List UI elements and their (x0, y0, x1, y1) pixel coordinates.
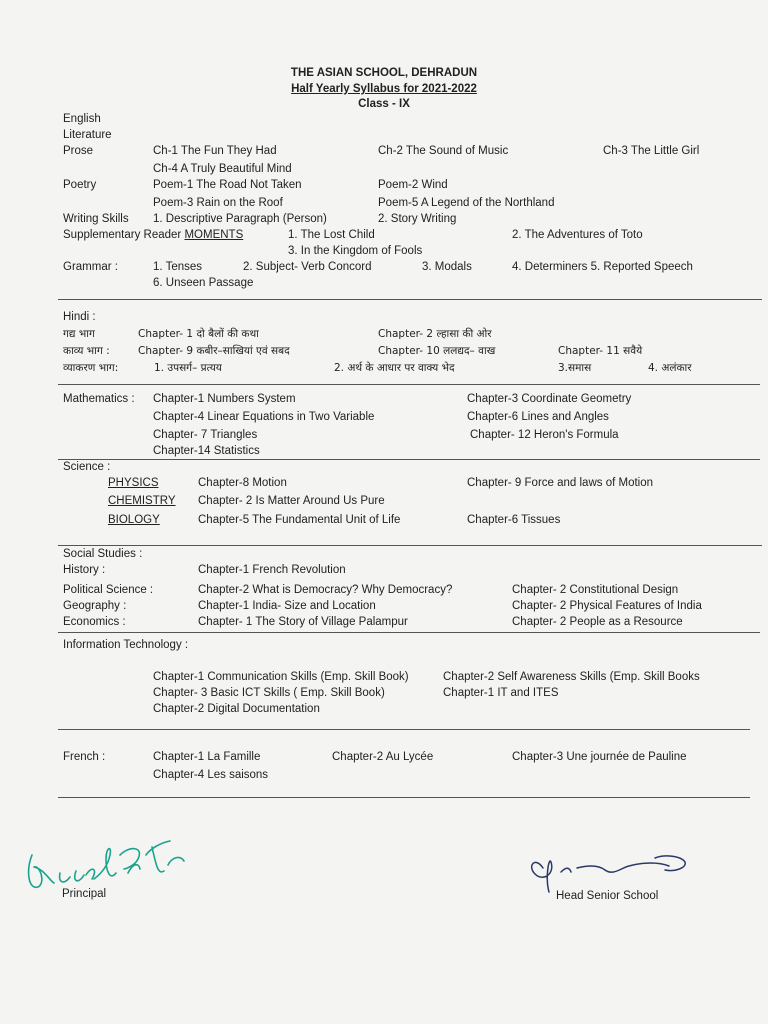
social-item: Chapter- 1 The Story of Village Palampur (198, 616, 408, 628)
supp-item: 3. In the Kingdom of Fools (288, 245, 423, 257)
syllabus-title: Half Yearly Syllabus for 2021-2022 (291, 83, 477, 95)
prose-item: Ch-1 The Fun They Had (153, 145, 277, 157)
divider (58, 729, 750, 730)
writing-label: Writing Skills (63, 213, 129, 225)
eco-label: Economics : (63, 616, 126, 628)
hindi-item: Chapter- 11 सवैये (558, 345, 643, 357)
chemistry-label: CHEMISTRY (108, 495, 176, 507)
hindi-item: 1. उपसर्ग– प्रत्यय (154, 362, 222, 374)
head-senior-label: Head Senior School (556, 890, 659, 902)
geo-label: Geography : (63, 600, 127, 612)
divider (58, 797, 750, 798)
supp-item: 1. The Lost Child (288, 229, 375, 241)
poetry-label: Poetry (63, 179, 97, 191)
school-name: THE ASIAN SCHOOL, DEHRADUN (290, 67, 478, 79)
maths-item: Chapter- 12 Heron's Formula (470, 429, 619, 441)
principal-label: Principal (62, 888, 107, 900)
social-item: Chapter- 2 People as a Resource (512, 616, 683, 628)
grammar-item: 2. Subject- Verb Concord (243, 261, 372, 273)
social-item: Chapter-1 India- Size and Location (198, 600, 376, 612)
hindi-item: Chapter- 2 ल्हासा की ओर (378, 328, 492, 340)
social-item: Chapter-2 What is Democracy? Why Democracy? (198, 584, 453, 596)
prose-item: Ch-3 The Little Girl (603, 145, 700, 157)
history-label: History : (63, 564, 106, 576)
prose-item: Ch-4 A Truly Beautiful Mind (153, 163, 292, 175)
supp-item: 2. The Adventures of Toto (512, 229, 643, 241)
english-heading: English (63, 113, 101, 125)
it-item: Chapter-2 Self Awareness Skills (Emp. Skill Books (443, 671, 700, 683)
maths-item: Chapter-6 Lines and Angles (467, 411, 609, 423)
poetry-item: Poem-1 The Road Not Taken (153, 179, 302, 191)
it-item: Chapter- 3 Basic ICT Skills ( Emp. Skill Book) (153, 687, 385, 699)
social-item: Chapter-1 French Revolution (198, 564, 346, 576)
grammar-item: 4. Determiners 5. Reported Speech (512, 261, 693, 273)
it-item: Chapter-1 Communication Skills (Emp. Skill Book) (153, 671, 409, 683)
french-item: Chapter-1 La Famille (153, 751, 261, 763)
it-item: Chapter-2 Digital Documentation (153, 703, 320, 715)
french-label: French : (63, 751, 106, 763)
hindi-item: Chapter- 9 कबीर–साखियां एवं सबद (138, 345, 290, 357)
hindi-kavya-label: काव्य भाग : (63, 345, 110, 357)
supplementary-reader-text: Supplementary Reader (63, 229, 182, 241)
french-item: Chapter-3 Une journée de Pauline (512, 751, 687, 763)
hindi-item: 4. अलंकार (648, 362, 692, 374)
poetry-item: Poem-2 Wind (378, 179, 448, 191)
literature-label: Literature (63, 129, 112, 141)
moments-book: MOMENTS (184, 229, 244, 241)
physics-label: PHYSICS (108, 477, 159, 489)
divider (58, 299, 762, 300)
maths-label: Mathematics : (63, 393, 135, 405)
poetry-item: Poem-5 A Legend of the Northland (378, 197, 555, 209)
it-item: Chapter-1 IT and ITES (443, 687, 559, 699)
class-label: Class - IX (358, 98, 410, 110)
maths-item: Chapter-4 Linear Equations in Two Variable (153, 411, 375, 423)
social-heading: Social Studies : (63, 548, 143, 560)
writing-item: 1. Descriptive Paragraph (Person) (153, 213, 327, 225)
science-item: Chapter- 2 Is Matter Around Us Pure (198, 495, 385, 507)
hindi-item: 3.समास (558, 362, 592, 374)
writing-item: 2. Story Writing (378, 213, 457, 225)
hindi-item: Chapter- 10 ललद्यद– वाख (378, 345, 496, 357)
it-heading: Information Technology : (63, 639, 189, 651)
supplementary-label (63, 228, 243, 242)
hindi-gadya-label: गद्य भाग (63, 328, 95, 340)
poetry-item: Poem-3 Rain on the Roof (153, 197, 283, 209)
hindi-heading: Hindi : (63, 311, 96, 323)
french-item: Chapter-2 Au Lycée (332, 751, 434, 763)
divider (58, 459, 760, 460)
grammar-item: 3. Modals (422, 261, 472, 273)
biology-label: BIOLOGY (108, 514, 160, 526)
science-item: Chapter-6 Tissues (467, 514, 561, 526)
divider (58, 632, 760, 633)
science-item: Chapter- 9 Force and laws of Motion (467, 477, 654, 489)
maths-item: Chapter- 7 Triangles (153, 429, 258, 441)
grammar-label: Grammar : (63, 261, 118, 273)
divider (58, 384, 760, 385)
hindi-item: 2. अर्थ के आधार पर वाक्य भेद (334, 362, 455, 374)
prose-label: Prose (63, 145, 94, 157)
grammar-item: 1. Tenses (153, 261, 203, 273)
french-item: Chapter-4 Les saisons (153, 769, 269, 781)
hindi-vyakaran-label: व्याकरण भाग: (63, 362, 119, 374)
hindi-item: Chapter- 1 दो बैलों की कथा (138, 328, 259, 340)
science-heading: Science : (63, 461, 111, 473)
prose-item: Ch-2 The Sound of Music (378, 145, 509, 157)
maths-item: Chapter-14 Statistics (153, 445, 260, 457)
grammar-item: 6. Unseen Passage (153, 277, 254, 289)
social-item: Chapter- 2 Physical Features of India (512, 600, 702, 612)
polsci-label: Political Science : (63, 584, 154, 596)
science-item: Chapter-8 Motion (198, 477, 287, 489)
divider (58, 545, 762, 546)
maths-item: Chapter-3 Coordinate Geometry (467, 393, 632, 405)
principal-signature-text: Ruchi P. Datta (116, 883, 124, 884)
social-item: Chapter- 2 Constitutional Design (512, 584, 679, 596)
science-item: Chapter-5 The Fundamental Unit of Life (198, 514, 401, 526)
maths-item: Chapter-1 Numbers System (153, 393, 296, 405)
